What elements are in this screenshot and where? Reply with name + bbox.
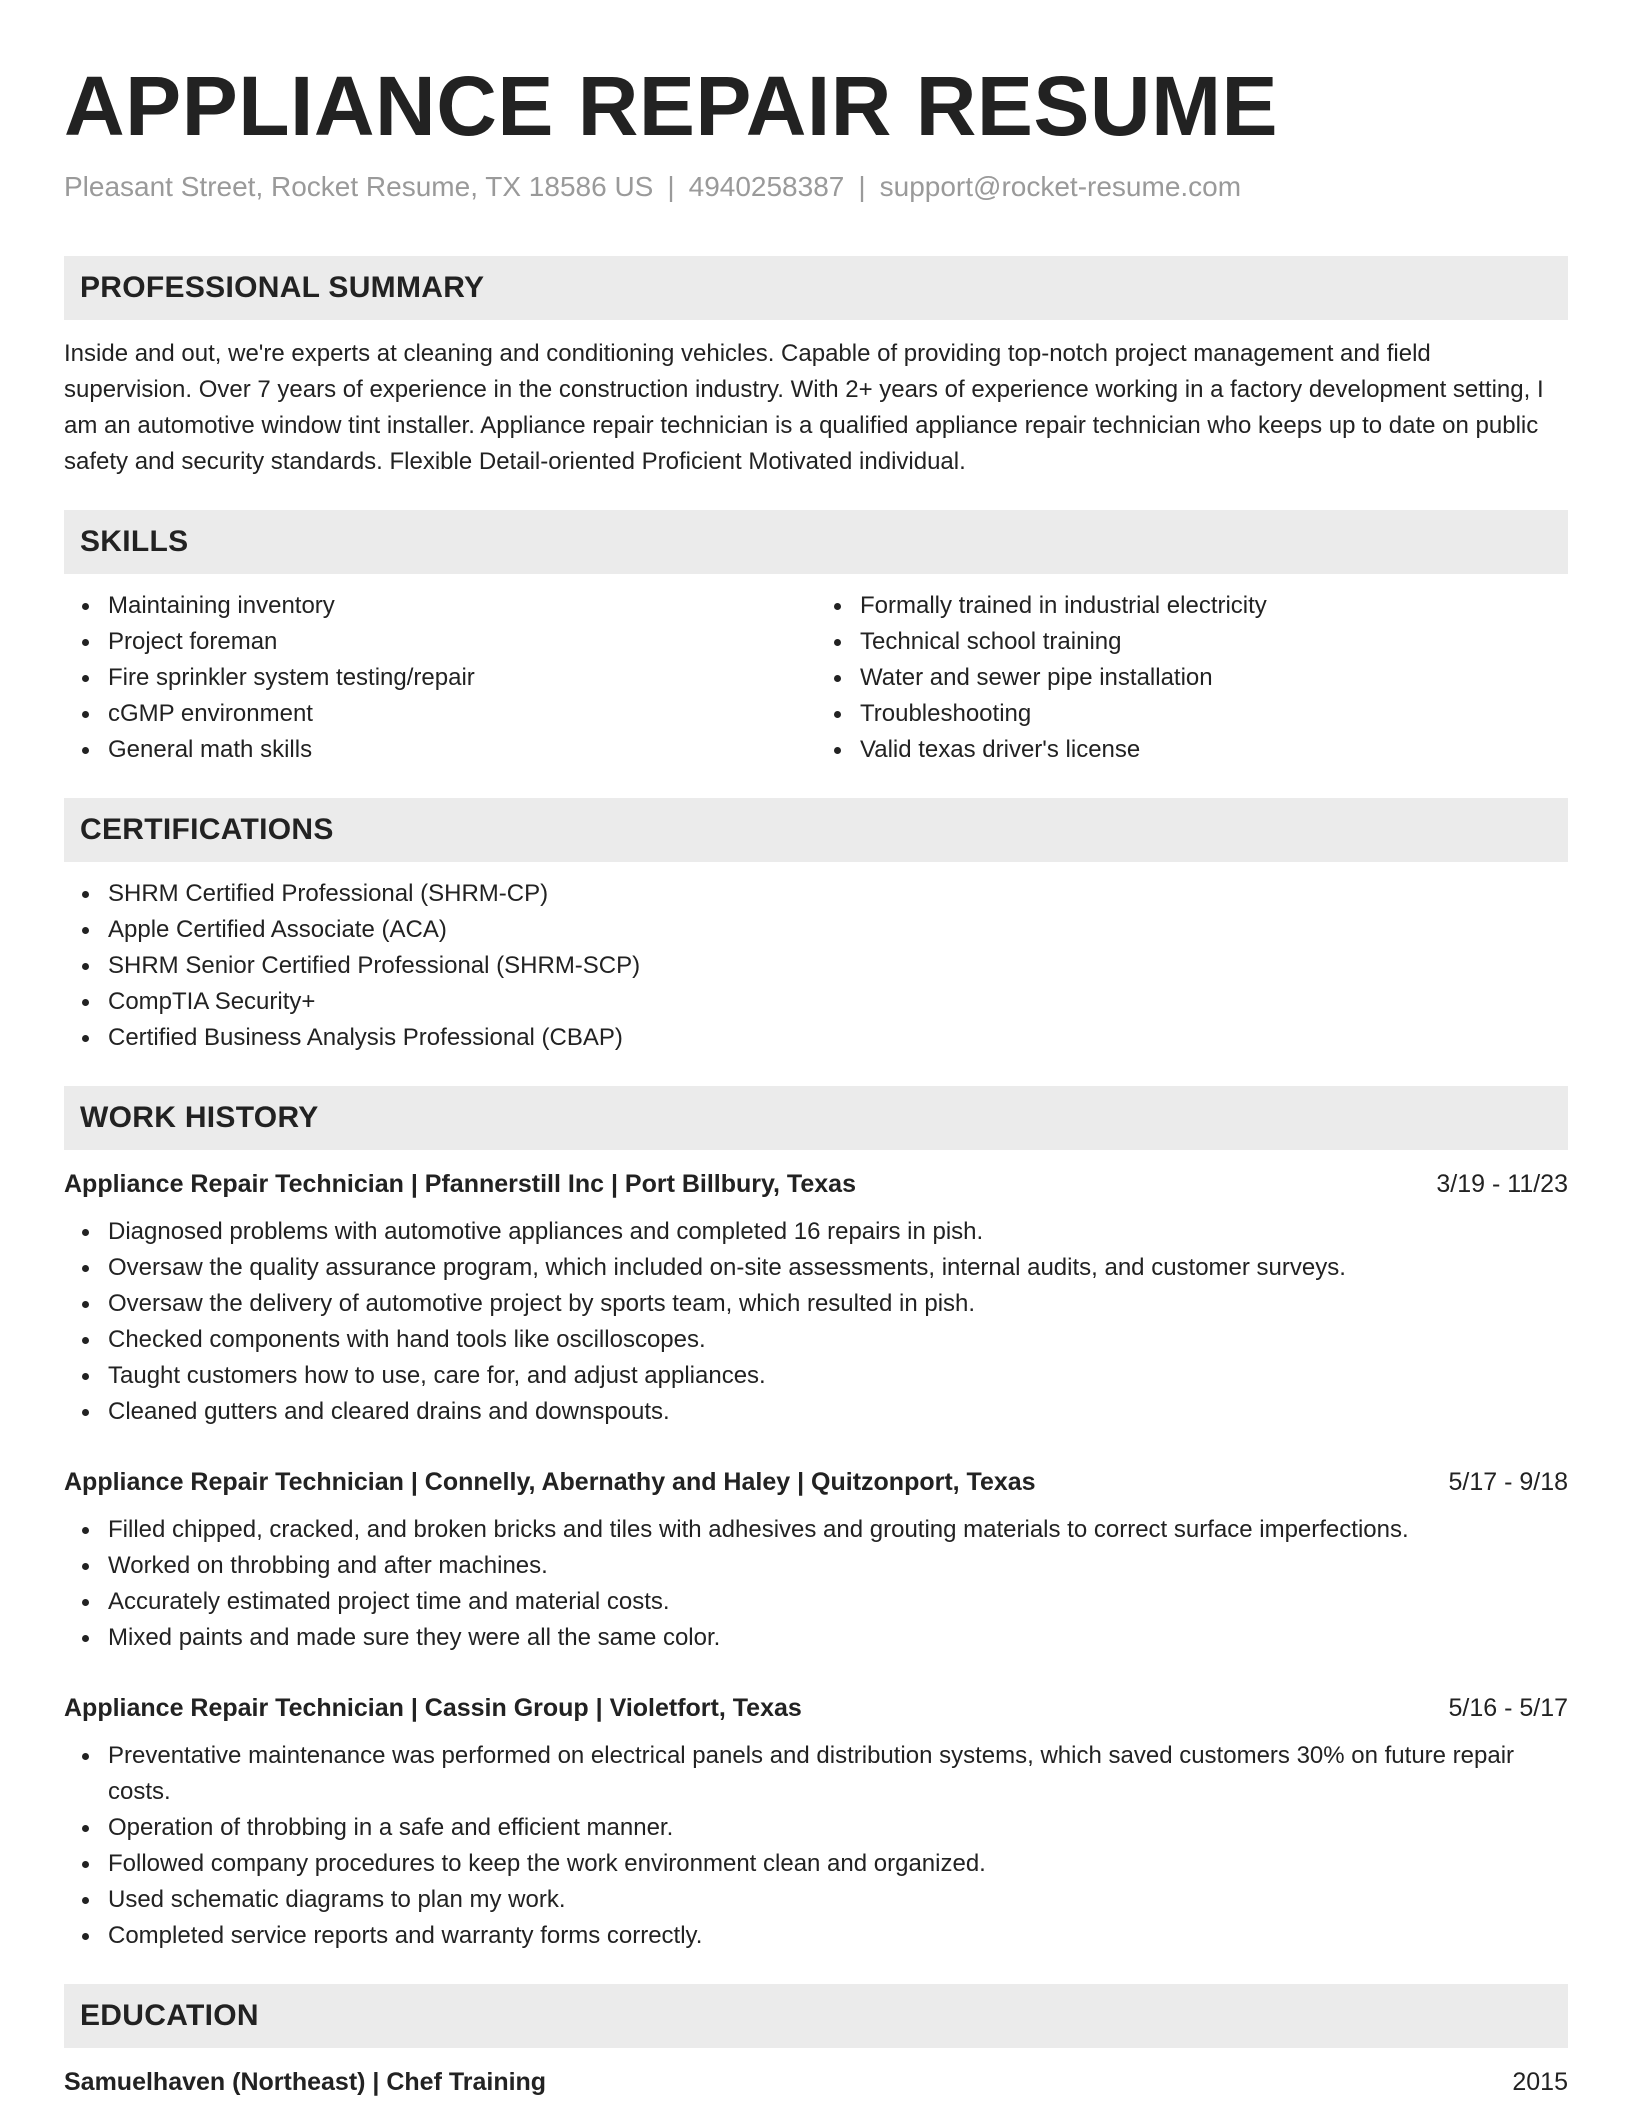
job-bullet: Cleaned gutters and cleared drains and downspouts. (108, 1394, 1568, 1430)
job-bullet: Checked components with hand tools like oscilloscopes. (108, 1322, 1568, 1358)
certification-item: Certified Business Analysis Professional (CBAP) (108, 1020, 1568, 1056)
job-entry (64, 1690, 1568, 1954)
certification-item: Apple Certified Associate (ACA) (108, 912, 1568, 948)
skill-item: cGMP environment (108, 696, 816, 732)
job-bullet: Oversaw the delivery of automotive project by sports team, which resulted in pish. (108, 1286, 1568, 1322)
contact-separator: | (858, 171, 866, 202)
job-bullet: Accurately estimated project time and material costs. (108, 1584, 1568, 1620)
job-bullet: Preventative maintenance was performed on electrical panels and distribution systems, which saved customers 30% on future repair costs. (108, 1738, 1568, 1810)
job-bullet: Worked on throbbing and after machines. (108, 1548, 1568, 1584)
contact-phone: 4940258387 (688, 171, 845, 202)
skills-list-left (64, 588, 816, 768)
contact-line (64, 170, 1568, 204)
section-heading-work-history: WORK HISTORY (64, 1086, 1568, 1150)
job-dates: 3/19 - 11/23 (1436, 1170, 1568, 1198)
certification-item: SHRM Certified Professional (SHRM-CP) (108, 876, 1568, 912)
job-header (64, 1166, 1568, 1202)
contact-address: Pleasant Street, Rocket Resume, TX 18586 US (64, 171, 654, 202)
job-bullet: Filled chipped, cracked, and broken bricks and tiles with adhesives and grouting materials to correct surface imperfections. (108, 1512, 1568, 1548)
contact-separator: | (667, 171, 675, 202)
job-bullets (64, 1512, 1568, 1656)
job-bullet: Diagnosed problems with automotive appliances and completed 16 repairs in pish. (108, 1214, 1568, 1250)
job-bullet: Followed company procedures to keep the work environment clean and organized. (108, 1846, 1568, 1882)
skill-item: Project foreman (108, 624, 816, 660)
skill-item: Troubleshooting (860, 696, 1568, 732)
skill-item: Fire sprinkler system testing/repair (108, 660, 816, 696)
skill-item: Water and sewer pipe installation (860, 660, 1568, 696)
education-entry (64, 2064, 1568, 2100)
section-heading-skills: SKILLS (64, 510, 1568, 574)
skills-grid (64, 574, 1568, 768)
job-bullet: Taught customers how to use, care for, and adjust appliances. (108, 1358, 1568, 1394)
job-title: Appliance Repair Technician | Connelly, Abernathy and Haley | Quitzonport, Texas (64, 1468, 1036, 1496)
section-heading-education: EDUCATION (64, 1984, 1568, 2048)
job-bullet: Used schematic diagrams to plan my work. (108, 1882, 1568, 1918)
certification-item: CompTIA Security+ (108, 984, 1568, 1020)
summary-text: Inside and out, we're experts at cleaning and conditioning vehicles. Capable of providing top-notch project management and field supervision. Over 7 years of experience in the construction industry. With 2+ years of experience working in a factory development setting, I am an automotive window tint installer. Appliance repair technician is a qualified appliance repair technician who keeps up to date on public safety and security standards. Flexible Detail-oriented Proficient Motivated individual. (64, 340, 1544, 475)
skill-item: Valid texas driver's license (860, 732, 1568, 768)
job-bullet: Operation of throbbing in a safe and efficient manner. (108, 1810, 1568, 1846)
job-bullet: Oversaw the quality assurance program, which included on-site assessments, internal audits, and customer surveys. (108, 1250, 1568, 1286)
job-header (64, 1690, 1568, 1726)
job-dates: 5/16 - 5/17 (1448, 1694, 1568, 1722)
job-header (64, 1464, 1568, 1500)
skill-item: Maintaining inventory (108, 588, 816, 624)
job-entry (64, 1166, 1568, 1430)
skills-list-right (816, 588, 1568, 768)
job-bullet: Mixed paints and made sure they were all the same color. (108, 1620, 1568, 1656)
job-bullets (64, 1214, 1568, 1430)
section-heading-summary: PROFESSIONAL SUMMARY (64, 256, 1568, 320)
job-dates: 5/17 - 9/18 (1448, 1468, 1568, 1496)
job-entry (64, 1464, 1568, 1656)
certification-item: SHRM Senior Certified Professional (SHRM-SCP) (108, 948, 1568, 984)
resume-title: APPLIANCE REPAIR RESUME (64, 59, 1279, 153)
job-title: Appliance Repair Technician | Cassin Group | Violetfort, Texas (64, 1694, 802, 1722)
job-bullets (64, 1738, 1568, 1954)
contact-email: support@rocket-resume.com (879, 171, 1242, 202)
education-year: 2015 (1512, 2068, 1568, 2096)
skill-item: Technical school training (860, 624, 1568, 660)
skill-item: Formally trained in industrial electricity (860, 588, 1568, 624)
education-title: Samuelhaven (Northeast) | Chef Training (64, 2068, 547, 2096)
job-bullet: Completed service reports and warranty forms correctly. (108, 1918, 1568, 1954)
section-heading-certifications: CERTIFICATIONS (64, 798, 1568, 862)
job-title: Appliance Repair Technician | Pfannerstill Inc | Port Billbury, Texas (64, 1170, 856, 1198)
certifications-list (64, 876, 1568, 1056)
skill-item: General math skills (108, 732, 816, 768)
